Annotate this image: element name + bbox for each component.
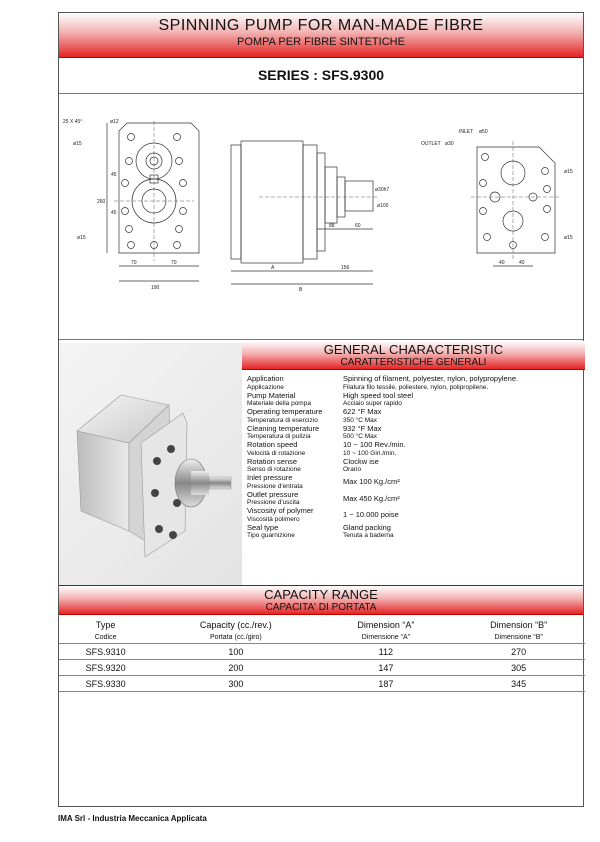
table-row — [59, 644, 585, 660]
page-subtitle: POMPA PER FIBRE SINTETICHE — [237, 36, 405, 48]
spec-key-group — [247, 507, 343, 524]
spec-row — [247, 408, 577, 417]
spec-key: Viscosity of polymer — [247, 506, 314, 515]
spec-key: Seal type — [247, 522, 279, 532]
dim-label: 70 — [171, 260, 177, 266]
table-cell: SFS.9320 — [59, 660, 152, 676]
spec-key: Pump Material — [247, 390, 296, 400]
capacity-table — [59, 619, 585, 692]
dim-label: 70 — [131, 260, 137, 266]
spec-key: Pressione d'entrata — [247, 482, 303, 490]
table-cell: 147 — [319, 660, 452, 676]
column-header: Dimension “B” — [490, 620, 548, 630]
dim-label: 45 — [111, 172, 117, 178]
table-cell: 270 — [452, 644, 585, 660]
front-view-drawing — [107, 121, 199, 281]
spec-key: Applicazione — [247, 383, 284, 391]
spec-key-group — [247, 491, 343, 508]
spec-key: Temperatura di pulizia — [247, 433, 311, 440]
dim-label: 25 X 45° — [63, 119, 83, 125]
table-row — [59, 676, 585, 692]
spec-key: Tipo guarnizione — [247, 532, 295, 539]
spec-key: Materiale della pompa — [247, 400, 311, 407]
page-title: SPINNING PUMP FOR MAN-MADE FIBRE — [158, 17, 484, 34]
general-title: GENERAL CHARACTERISTIC — [323, 342, 504, 357]
pump-photo — [59, 343, 242, 591]
dim-label: 60 — [355, 223, 361, 229]
dim-label: 190 — [151, 285, 160, 291]
spec-key: Temperatura di esercizio — [247, 416, 318, 424]
dim-label: 45 — [111, 210, 117, 216]
spec-row — [247, 507, 577, 524]
spec-row — [247, 441, 577, 450]
spec-list — [247, 375, 577, 540]
column-header: Type — [95, 620, 116, 630]
table-cell: 187 — [319, 676, 452, 692]
dim-label: ø30 — [445, 141, 454, 147]
dim-label: 156 — [341, 265, 350, 271]
spec-row — [247, 524, 577, 533]
capacity-subheader-row — [59, 631, 585, 644]
spec-value: Orario — [343, 466, 362, 473]
side-view-drawing — [231, 141, 379, 284]
spec-row — [247, 425, 577, 434]
dim-label: ø15 — [564, 235, 573, 241]
spec-value: Filatura filo tessile, poliestere, nylon, polipropilene. — [343, 383, 489, 391]
spec-row — [247, 466, 577, 474]
datasheet-frame — [58, 12, 584, 807]
table-cell: 100 — [152, 644, 319, 660]
capacity-subtitle: CAPACITA' DI PORTATA — [265, 602, 377, 613]
spec-key: Inlet pressure — [247, 473, 293, 482]
spec-key: Rotation sense — [247, 456, 298, 466]
dim-label: 40 — [519, 260, 525, 266]
spec-value: Max 450 Kg./cm² — [343, 493, 400, 503]
spec-key-group — [247, 474, 343, 491]
spec-value: Spinning of filament, polyester, nylon, polypropylene. — [343, 374, 519, 383]
spec-key: Pressione d'uscita — [247, 499, 300, 506]
spec-value: 10 ~ 100 Rev./min. — [343, 440, 406, 449]
dim-label: 88 — [329, 223, 335, 229]
spec-key: Cleaning temperature — [247, 423, 320, 433]
technical-drawings — [59, 111, 585, 295]
spec-row — [247, 474, 577, 491]
spec-row — [247, 392, 577, 401]
column-header: Capacity (cc./rev.) — [199, 620, 272, 630]
capacity-range-band — [59, 585, 583, 615]
column-subheader: Codice — [59, 631, 152, 644]
spec-value: Tenuta a baderna — [343, 532, 394, 539]
dim-label: 40 — [499, 260, 505, 266]
column-subheader: Dimensione “B” — [452, 631, 585, 644]
dim-label: ø50 — [479, 129, 488, 135]
dim-label: ø15 — [564, 169, 573, 175]
spec-key: Outlet pressure — [247, 489, 299, 499]
table-cell: 305 — [452, 660, 585, 676]
spec-key: Viscosità polimero — [247, 515, 300, 523]
spec-row — [247, 375, 577, 384]
title-band — [59, 13, 583, 58]
general-subtitle: CARATTERISTICHE GENERALI — [340, 357, 487, 368]
capacity-header-row — [59, 619, 585, 631]
table-cell: 112 — [319, 644, 452, 660]
spec-value: 932 °F Max — [343, 423, 382, 433]
spec-value: Max 100 Kg./cm² — [343, 477, 400, 486]
spec-value: Acciaio super rapido — [343, 400, 402, 407]
dim-label: ø15 — [73, 141, 82, 147]
table-row — [59, 660, 585, 676]
spec-key: Application — [247, 374, 284, 383]
spec-key: Senso di rotazione — [247, 466, 301, 473]
table-cell: 200 — [152, 660, 319, 676]
dim-label: ø12 — [110, 119, 119, 125]
spec-row — [247, 458, 577, 467]
spec-value: 350 °C Max — [343, 416, 378, 424]
dim-label: 260 — [97, 199, 106, 205]
series-title: SERIES : SFS.9300 — [257, 67, 385, 83]
spec-value: Clockw ise — [343, 456, 379, 466]
spec-value: 10 ~ 100 Giri./min. — [343, 449, 397, 457]
rear-view-drawing — [471, 141, 559, 266]
capacity-title: CAPACITY RANGE — [264, 587, 378, 602]
dim-label: ø100 — [377, 203, 389, 209]
table-cell: 300 — [152, 676, 319, 692]
spec-key: Operating temperature — [247, 407, 323, 416]
dim-label: OUTLET — [421, 141, 441, 147]
spec-value: Gland packing — [343, 522, 391, 532]
spec-value: 1 ~ 10.000 poise — [343, 510, 399, 519]
table-cell: 345 — [452, 676, 585, 692]
general-characteristic-band — [242, 341, 585, 370]
pump-illustration — [59, 343, 242, 591]
spec-value: 500 °C Max — [343, 433, 378, 440]
spec-key: Rotation speed — [247, 440, 298, 449]
table-cell: SFS.9310 — [59, 644, 152, 660]
table-cell: SFS.9330 — [59, 676, 152, 692]
dim-label: INLET — [459, 129, 474, 135]
spec-row — [247, 532, 577, 540]
column-subheader: Dimensione “A” — [319, 631, 452, 644]
spec-value: 622 °F Max — [343, 407, 382, 416]
column-header: Dimension “A” — [357, 620, 415, 630]
dim-label: A — [271, 265, 275, 271]
footer-company: IMA Srl - Industria Meccanica Applicata — [58, 814, 207, 823]
column-subheader: Portata (cc./giro) — [152, 631, 319, 644]
dim-label: B — [299, 287, 303, 293]
dim-label: ø30h7 — [375, 187, 390, 193]
divider — [59, 339, 583, 340]
dim-label: ø15 — [77, 235, 86, 241]
spec-value: High speed tool steel — [343, 390, 414, 400]
spec-key: Velocità di rotazione — [247, 449, 306, 457]
spec-row — [247, 491, 577, 508]
divider — [59, 93, 583, 94]
